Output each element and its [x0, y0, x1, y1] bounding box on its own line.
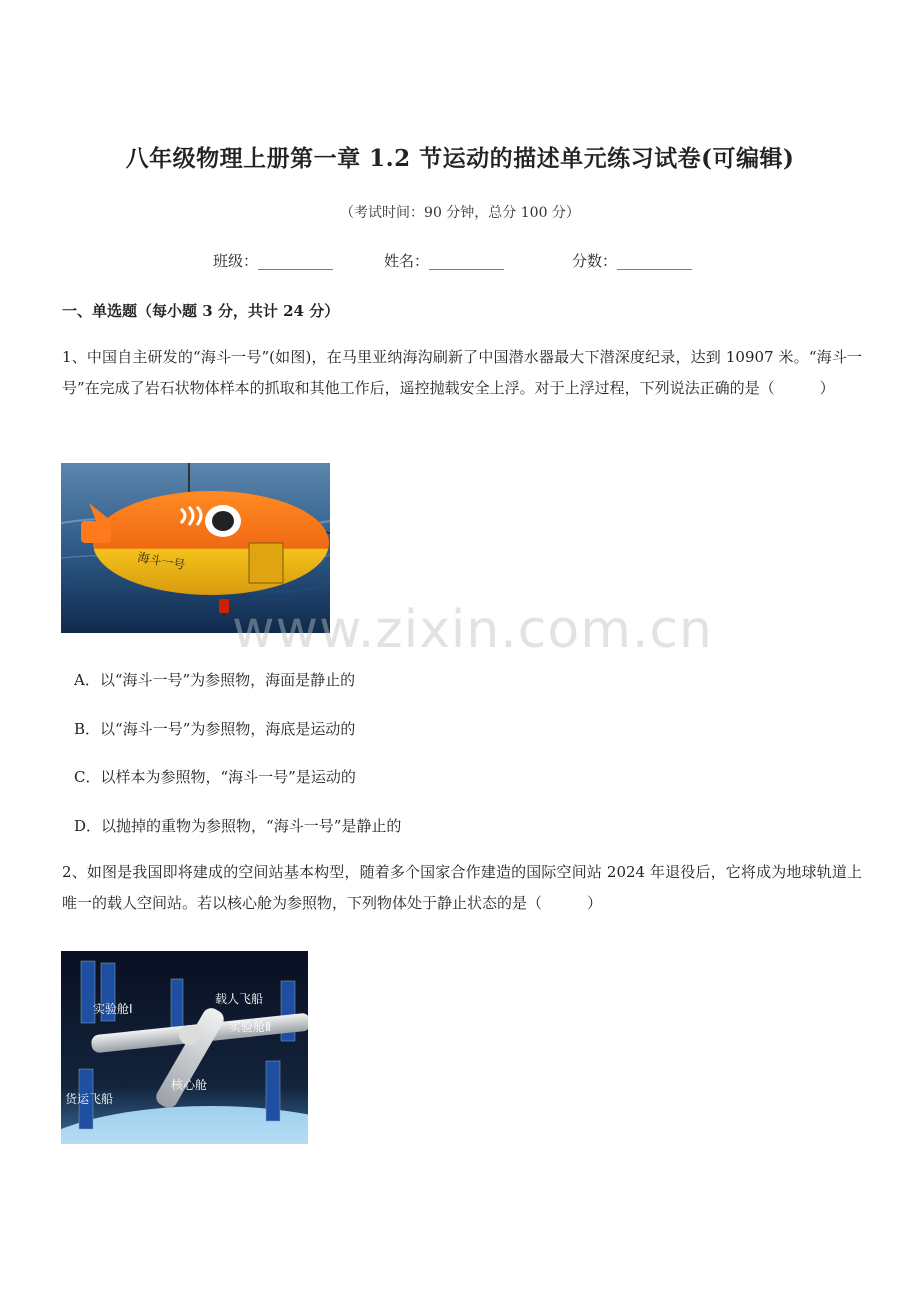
label-crew-ship: 载人飞船: [215, 992, 264, 1006]
q1-option-c[interactable]: C．以样本为参照物，“海斗一号”是运动的: [74, 768, 356, 786]
label-core-module: 核心舱: [171, 1078, 208, 1092]
name-field[interactable]: 姓名：__________: [384, 252, 505, 270]
label-cargo-ship: 货运飞船: [65, 1092, 114, 1106]
q1-option-a[interactable]: A．以“海斗一号”为参照物，海面是静止的: [74, 671, 356, 689]
label-lab-module-2: 实验舱Ⅱ: [229, 1020, 271, 1034]
section-title: 一、单选题（每小题 3 分，共计 24 分）: [62, 302, 340, 320]
label-lab-module-1: 实验舱Ⅰ: [93, 1002, 133, 1016]
space-station-image: [61, 951, 308, 1144]
submarine-label: 海斗一号: [136, 550, 187, 573]
exam-title: 八年级物理上册第一章 1.2 节运动的描述单元练习试卷(可编辑): [125, 145, 795, 172]
exam-info: （考试时间：90 分钟，总分 100 分）: [340, 205, 580, 221]
question-2: 2、如图是我国即将建成的空间站基本构型，随着多个国家合作建造的国际空间站 2024 年退役后，它将成为地球轨道上唯一的载人空间站。若以核心舱为参照物，下列物体处于静止状态的是（ ）: [62, 863, 862, 912]
q1-option-b[interactable]: B．以“海斗一号”为参照物，海底是运动的: [74, 720, 356, 738]
score-field[interactable]: 分数：__________: [572, 252, 693, 270]
watermark: www.zixin.com.cn: [232, 600, 713, 660]
question-1: 1、中国自主研发的“海斗一号”(如图)，在马里亚纳海沟刷新了中国潜水器最大下潜深度纪录，达到 10907 米。“海斗一号”在完成了岩石状物体样本的抓取和其他工作后，遥控抛载安全上浮。对于上浮过程，下列说法正确的是（ ）: [62, 348, 862, 397]
class-field[interactable]: 班级：__________: [213, 252, 334, 270]
q1-option-d[interactable]: D．以抛掉的重物为参照物，“海斗一号”是静止的: [74, 817, 402, 835]
